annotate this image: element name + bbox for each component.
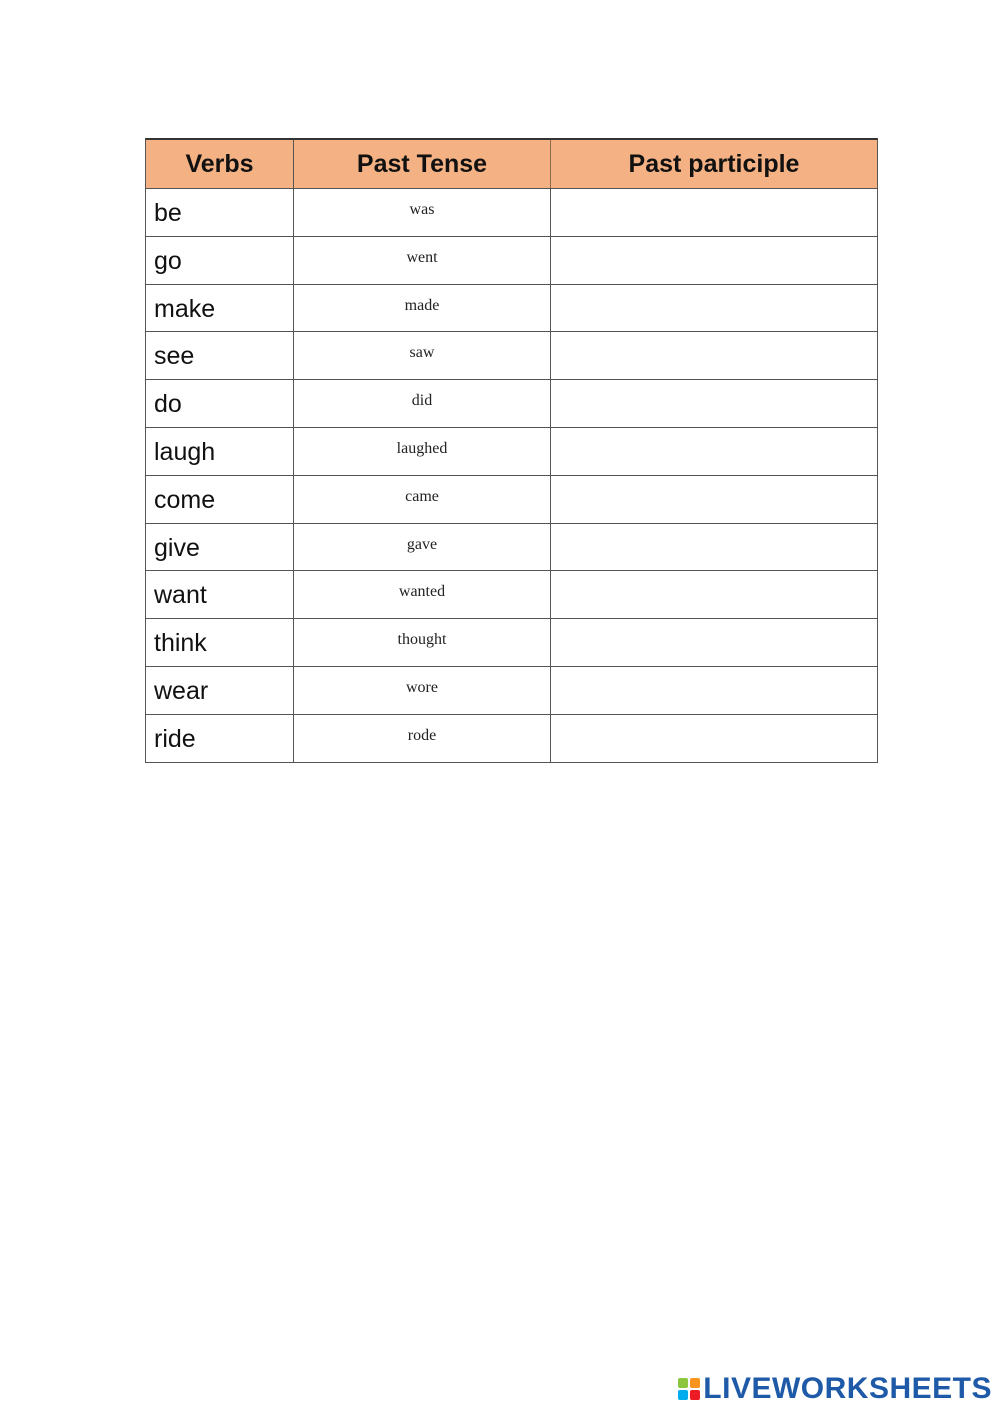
past-tense-cell: did xyxy=(294,380,551,427)
past-tense-cell: made xyxy=(294,285,551,332)
past-participle-answer-field[interactable] xyxy=(551,380,877,427)
verb-cell: think xyxy=(146,619,294,666)
verb-cell: laugh xyxy=(146,428,294,475)
liveworksheets-brand xyxy=(678,1372,992,1406)
table-row xyxy=(146,476,877,524)
past-participle-answer-field[interactable] xyxy=(551,285,877,332)
past-participle-answer-field[interactable] xyxy=(551,619,877,666)
liveworksheets-logo-icon xyxy=(678,1378,700,1400)
brand-name: LIVEWORKSHEETS xyxy=(703,1372,992,1405)
past-tense-cell: rode xyxy=(294,715,551,762)
table-row xyxy=(146,237,877,285)
past-participle-answer-field[interactable] xyxy=(551,476,877,523)
past-tense-cell: wore xyxy=(294,667,551,714)
past-participle-answer-field[interactable] xyxy=(551,571,877,618)
past-tense-cell: saw xyxy=(294,332,551,379)
past-participle-answer-field[interactable] xyxy=(551,667,877,714)
past-tense-cell: came xyxy=(294,476,551,523)
past-participle-answer-field[interactable] xyxy=(551,189,877,236)
table-row xyxy=(146,715,877,763)
table-row xyxy=(146,619,877,667)
past-tense-cell: laughed xyxy=(294,428,551,475)
table-row xyxy=(146,571,877,619)
verb-cell: give xyxy=(146,524,294,571)
table-row xyxy=(146,285,877,333)
verb-cell: wear xyxy=(146,667,294,714)
verb-cell: go xyxy=(146,237,294,284)
header-past-tense: Past Tense xyxy=(294,140,551,188)
table-row xyxy=(146,667,877,715)
past-tense-cell: went xyxy=(294,237,551,284)
past-participle-answer-field[interactable] xyxy=(551,332,877,379)
verb-cell: want xyxy=(146,571,294,618)
past-tense-cell: was xyxy=(294,189,551,236)
table-row xyxy=(146,380,877,428)
verb-cell: come xyxy=(146,476,294,523)
header-verbs: Verbs xyxy=(146,140,294,188)
verbs-table xyxy=(145,138,878,763)
verb-cell: see xyxy=(146,332,294,379)
table-row xyxy=(146,332,877,380)
past-tense-cell: wanted xyxy=(294,571,551,618)
past-participle-answer-field[interactable] xyxy=(551,237,877,284)
verb-cell: do xyxy=(146,380,294,427)
verb-cell: be xyxy=(146,189,294,236)
verb-cell: make xyxy=(146,285,294,332)
table-row xyxy=(146,189,877,237)
past-participle-answer-field[interactable] xyxy=(551,715,877,762)
past-participle-answer-field[interactable] xyxy=(551,524,877,571)
past-participle-answer-field[interactable] xyxy=(551,428,877,475)
table-header-row xyxy=(146,140,877,189)
table-row xyxy=(146,524,877,572)
past-tense-cell: gave xyxy=(294,524,551,571)
past-tense-cell: thought xyxy=(294,619,551,666)
table-row xyxy=(146,428,877,476)
verb-cell: ride xyxy=(146,715,294,762)
header-past-participle: Past participle xyxy=(628,149,800,178)
